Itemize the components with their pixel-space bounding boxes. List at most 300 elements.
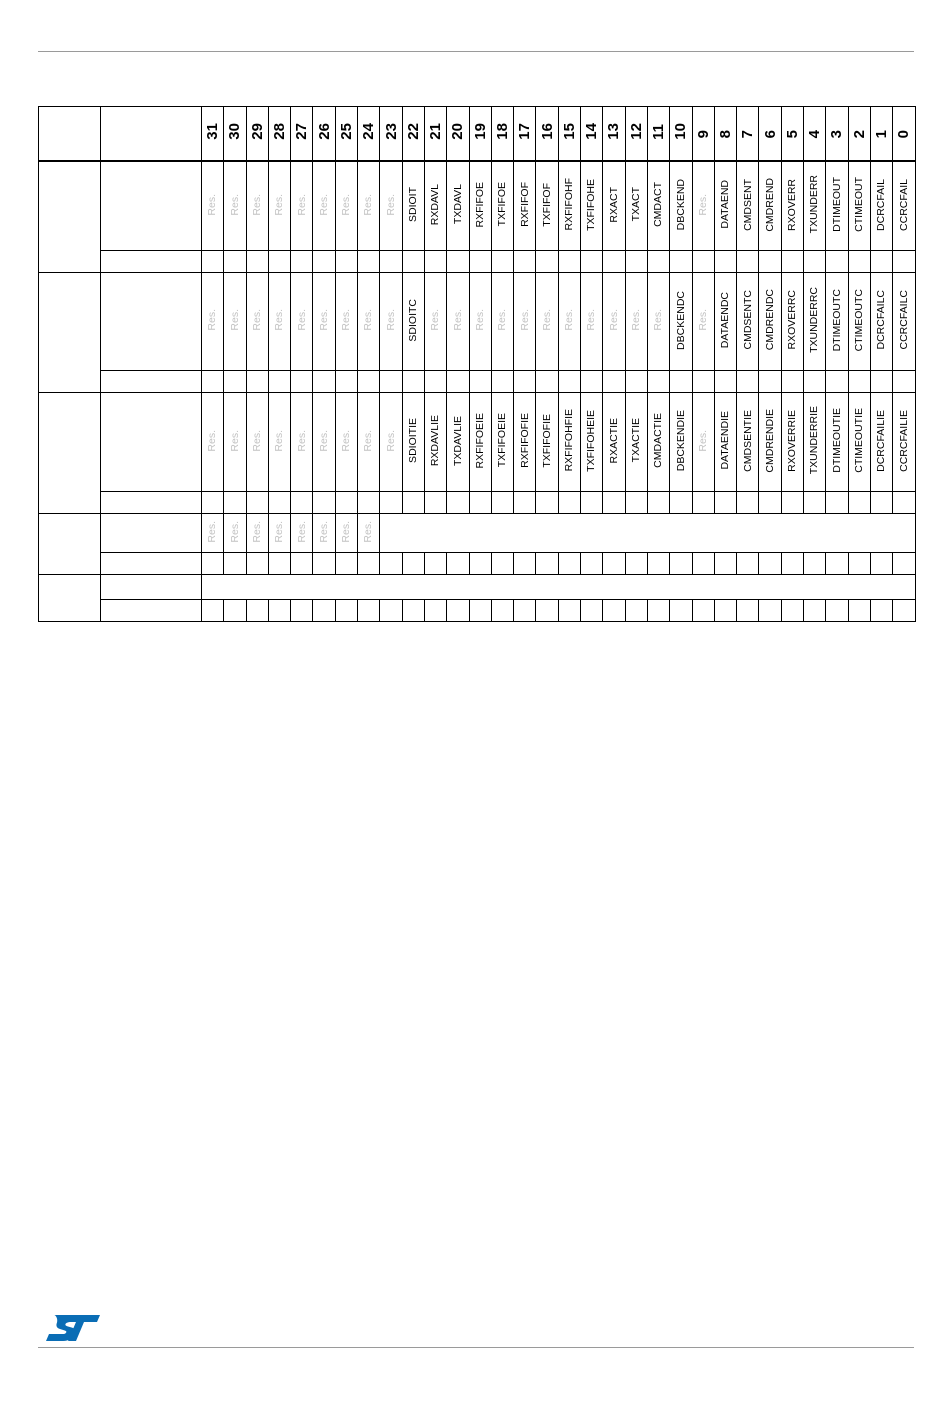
reset-value-cell [358,553,380,575]
field-label: CMDREND [763,177,776,232]
reset-value-cell [447,492,469,514]
reset-value-cell [447,553,469,575]
field-label: Res. [607,309,620,331]
field-label: Res. [362,309,375,331]
bit-number-label: 21 [427,123,445,140]
reset-value-cell [737,251,759,273]
bit-field [447,161,469,251]
reset-value-cell [536,553,558,575]
bit-number-18 [491,107,513,162]
field-label: Res. [473,309,486,331]
field-label: Res. [317,309,330,331]
bit-number-30 [224,107,246,162]
reset-value-cell [647,553,669,575]
reset-value-cell [335,600,357,622]
reserved-field [358,514,380,553]
bit-number-21 [424,107,446,162]
field-label: SDIOITC [407,298,420,342]
bit-field [893,273,915,371]
reset-value-cell [714,600,736,622]
bit-number-6 [759,107,781,162]
bit-number-label: 15 [560,123,578,140]
reset-value-cell [826,492,848,514]
reset-value-cell [246,553,268,575]
reset-value-cell [202,600,224,622]
bit-number-label: 10 [672,123,690,140]
reset-value-cell [603,600,625,622]
reset-value-cell [826,600,848,622]
bit-number-17 [514,107,536,162]
reset-value-cell [558,553,580,575]
field-label: DCRCFAIL [875,178,888,231]
reset-value-cell [670,553,692,575]
reserved-field [268,514,290,553]
bit-field [670,161,692,251]
bit-field [491,161,513,251]
bit-number-29 [246,107,268,162]
bit-number-label: 7 [739,129,757,138]
reset-value-cell [558,371,580,393]
bit-number-23 [380,107,402,162]
reserved-field [335,273,357,371]
field-label: Res. [696,429,709,452]
reserved-field [581,273,603,371]
field-label: TXFIFOHE [585,178,598,231]
reset-value-cell [647,600,669,622]
reset-value-cell [202,251,224,273]
field-label: Res. [228,520,241,543]
bit-number-26 [313,107,335,162]
bit-field [558,393,580,492]
field-label: Res. [295,429,308,452]
bit-field [848,393,870,492]
reset-value-cell [313,600,335,622]
bit-number-label: 17 [516,123,534,140]
reset-value-cell [893,371,915,393]
field-label: Res. [228,193,241,216]
reserved-field [313,273,335,371]
field-label: TXUNDERR [808,175,821,234]
register-name-cell [101,161,202,251]
field-label: CMDRENDC [763,289,776,351]
reset-label-cell [101,600,202,622]
register-name-cell [101,273,202,371]
bit-number-label: 31 [204,123,222,140]
field-label: Res. [384,193,397,216]
field-label: TXDAVL [451,184,464,225]
reserved-field [380,273,402,371]
reset-value-cell [514,371,536,393]
field-label: TXUNDERRC [808,287,821,353]
bit-number-25 [335,107,357,162]
reset-value-cell [402,553,424,575]
reset-value-cell [781,553,803,575]
field-label: Res. [540,309,553,331]
reset-value-cell [246,251,268,273]
bit-field [893,161,915,251]
reset-value-cell [224,371,246,393]
reserved-field [202,393,224,492]
reserved-field [291,161,313,251]
field-label: Res. [250,309,263,331]
bit-number-label: 2 [850,129,868,138]
field-label: Res. [250,193,263,216]
bit-number-label: 1 [873,129,891,138]
reset-value-cell [804,553,826,575]
reset-value-cell [447,251,469,273]
reserved-field [692,273,714,371]
bit-number-2 [848,107,870,162]
reset-value-cell [781,600,803,622]
reset-value-cell [491,600,513,622]
reserved-field [313,161,335,251]
reset-value-cell [514,251,536,273]
reset-value-cell [603,371,625,393]
reset-value-cell [670,600,692,622]
reserved-field [246,514,268,553]
reset-value-cell [536,600,558,622]
bit-number-label: 26 [315,123,333,140]
bit-field [737,393,759,492]
bit-number-19 [469,107,491,162]
field-label: CCRCFAILIE [897,409,910,472]
bit-number-10 [670,107,692,162]
reset-value-cell [870,371,892,393]
bit-number-label: 14 [583,123,601,140]
reset-value-cell [647,371,669,393]
reserved-field [202,514,224,553]
reset-value-cell [268,251,290,273]
reset-value-cell [424,371,446,393]
reserved-field [335,161,357,251]
register-field-row [39,393,916,492]
reset-value-cell [536,371,558,393]
reserved-field [424,273,446,371]
reset-value-cell [759,371,781,393]
bit-field [402,273,424,371]
register-name-cell [101,514,202,553]
reserved-field [268,393,290,492]
reserved-field [291,273,313,371]
bit-number-8 [714,107,736,162]
bit-number-1 [870,107,892,162]
reset-value-cell [670,371,692,393]
field-label: CMDSENTC [741,290,754,350]
bit-field [804,393,826,492]
bit-field [402,393,424,492]
register-field-row [39,273,916,371]
bit-field [424,393,446,492]
reset-value-cell [358,371,380,393]
reset-value-cell [268,600,290,622]
reset-value-cell [402,371,424,393]
bit-field [737,273,759,371]
reset-value-cell [603,492,625,514]
field-label: CMDSENT [741,178,754,231]
reserved-field [291,393,313,492]
field-label: RXOVERR [786,178,799,231]
field-label: RXFIFOF [518,182,531,227]
field-label: Res. [362,193,375,216]
reset-value-row [39,600,916,622]
reset-value-cell [848,553,870,575]
bit-field [603,161,625,251]
bit-number-label: 16 [538,123,556,140]
reset-value-cell [447,371,469,393]
field-label: Res. [384,429,397,452]
field-label: Res. [563,309,576,331]
reset-value-cell [402,600,424,622]
reset-value-cell [424,553,446,575]
reserved-field [313,514,335,553]
reserved-field [647,273,669,371]
field-label: TXFIFOF [540,182,553,227]
field-label: DTIMEOUT [830,177,843,232]
reserved-field [692,393,714,492]
reset-value-cell [625,553,647,575]
reset-value-cell [737,600,759,622]
reset-value-cell [737,553,759,575]
reset-value-cell [536,492,558,514]
register-header [101,107,202,162]
bit-number-31 [202,107,224,162]
reset-value-cell [759,492,781,514]
reset-value-cell [469,553,491,575]
bit-field [848,161,870,251]
reserved-field [202,273,224,371]
field-label: CCRCFAIL [897,178,910,231]
reset-value-cell [870,251,892,273]
reset-value-cell [714,553,736,575]
bit-number-7 [737,107,759,162]
reset-value-cell [603,553,625,575]
reset-value-cell [692,600,714,622]
bit-number-0 [893,107,915,162]
field-label: Res. [206,309,219,331]
reset-value-cell [202,492,224,514]
register-name-cell [101,393,202,492]
field-label: DBCKENDIE [674,409,687,472]
bit-field [424,161,446,251]
field-label: RXFIFOHFIE [563,409,576,472]
bit-number-28 [268,107,290,162]
reset-value-cell [670,251,692,273]
reset-value-cell [581,553,603,575]
register-offset-cell [39,575,101,622]
reset-value-cell [380,251,402,273]
bit-number-14 [581,107,603,162]
bit-field [759,393,781,492]
register-offset-cell [39,514,101,575]
reset-value-cell [424,251,446,273]
reset-value-cell [804,371,826,393]
bit-number-label: 30 [226,123,244,140]
reset-value-cell [224,553,246,575]
reset-value-cell [737,371,759,393]
reset-value-cell [737,492,759,514]
reset-value-cell [313,492,335,514]
field-label: RXFIFOHF [563,178,576,231]
field-label: Res. [696,309,709,331]
field-label: CMDSENTIE [741,409,754,472]
reset-value-cell [870,553,892,575]
reserved-field [692,161,714,251]
reset-value-cell [313,371,335,393]
bit-field [870,273,892,371]
reset-value-cell [848,371,870,393]
reset-value-cell [781,371,803,393]
reset-value-cell [870,492,892,514]
field-label: RXOVERRC [786,290,799,350]
reserved-field [380,161,402,251]
reset-value-cell [380,553,402,575]
bit-number-11 [647,107,669,162]
field-label: CTIMEOUTC [853,288,865,352]
reserved-field [514,273,536,371]
bit-field [781,161,803,251]
reset-value-cell [246,492,268,514]
bit-number-label: 0 [895,129,913,138]
bit-field [603,393,625,492]
reset-value-cell [291,492,313,514]
reset-label-cell [101,553,202,575]
field-label: Res. [496,309,509,331]
reset-value-cell [491,251,513,273]
bit-number-label: 28 [271,123,289,140]
bit-number-label: 6 [761,129,779,138]
field-label: Res. [317,520,330,543]
bit-field [447,393,469,492]
field-label: RXFIFOE [473,181,486,228]
st-logo-icon [44,1313,102,1343]
field-label: Res. [295,309,308,331]
bit-number-9 [692,107,714,162]
reset-value-row [39,553,916,575]
reserved-field [224,273,246,371]
reset-value-cell [202,553,224,575]
field-label: RXDAVLIE [429,414,442,467]
reset-value-cell [581,492,603,514]
reserved-field [447,273,469,371]
field-label: DCRCFAILC [875,290,888,350]
register-field-row [39,514,916,553]
field-label: TXFIFOEIE [496,413,509,468]
reset-value-cell [558,600,580,622]
reserved-field [224,161,246,251]
register-field-row [39,575,916,600]
reset-value-cell [893,251,915,273]
field-label: TXFIFOHEIE [585,409,598,472]
field-label: CTIMEOUTIE [853,408,865,473]
bit-number-label: 8 [716,129,734,138]
field-label: DBCKEND [674,178,687,231]
field-label: TXACTIE [630,418,643,463]
reset-value-cell [647,492,669,514]
bit-field [893,393,915,492]
reset-value-cell [826,371,848,393]
reset-value-cell [893,553,915,575]
field-label: Res. [429,309,442,331]
field-label: DATAEND [719,180,732,229]
bit-number-label: 11 [650,123,668,140]
bit-number-label: 13 [605,123,623,140]
reset-value-cell [424,492,446,514]
bit-number-label: 27 [293,123,311,140]
reserved-field [268,273,290,371]
reset-value-cell [380,371,402,393]
register-offset-cell [39,273,101,393]
empty-field-area [380,514,915,553]
bit-number-label: 4 [806,129,824,138]
bit-field [848,273,870,371]
reserved-field [469,273,491,371]
bit-number-24 [358,107,380,162]
bit-field [714,161,736,251]
field-label: Res. [585,309,598,331]
reserved-field [224,514,246,553]
bit-field [514,393,536,492]
reserved-field [246,393,268,492]
field-label: Res. [340,193,353,216]
field-label: CTIMEOUT [853,177,865,232]
reset-value-cell [424,600,446,622]
field-label: Res. [317,193,330,216]
field-label: Res. [250,520,263,543]
bit-number-label: 29 [248,123,266,140]
field-label: RXFIFOEIE [473,412,486,469]
bit-number-3 [826,107,848,162]
field-label: DATAENDC [719,291,732,349]
bit-number-label: 5 [783,129,801,138]
bit-field [514,161,536,251]
bit-number-label: 9 [694,129,712,138]
reset-value-cell [536,251,558,273]
bit-field [826,161,848,251]
reset-value-cell [848,492,870,514]
reset-value-cell [826,251,848,273]
reset-value-cell [313,251,335,273]
reset-value-cell [804,492,826,514]
bit-number-label: 19 [471,123,489,140]
reset-label-cell [101,251,202,273]
reset-value-cell [291,600,313,622]
reset-value-cell [647,251,669,273]
header-rule [38,51,914,52]
reset-value-cell [781,492,803,514]
footer-rule [38,1347,914,1348]
reset-value-cell [358,600,380,622]
reset-value-cell [291,553,313,575]
bit-number-label: 24 [360,123,378,140]
reset-value-cell [335,251,357,273]
field-label: Res. [630,309,643,331]
reset-label-cell [101,371,202,393]
reset-value-cell [848,251,870,273]
reset-value-cell [313,553,335,575]
reset-value-cell [491,553,513,575]
bit-field [781,393,803,492]
bit-number-label: 25 [337,123,355,140]
reset-value-cell [692,492,714,514]
reset-value-cell [268,553,290,575]
reset-value-cell [759,600,781,622]
field-label: Res. [518,309,531,331]
register-field-row [39,161,916,251]
field-label: CMDACTIE [652,413,665,468]
merged-field-cell [202,575,916,600]
register-name-cell [101,575,202,600]
bit-field [402,161,424,251]
